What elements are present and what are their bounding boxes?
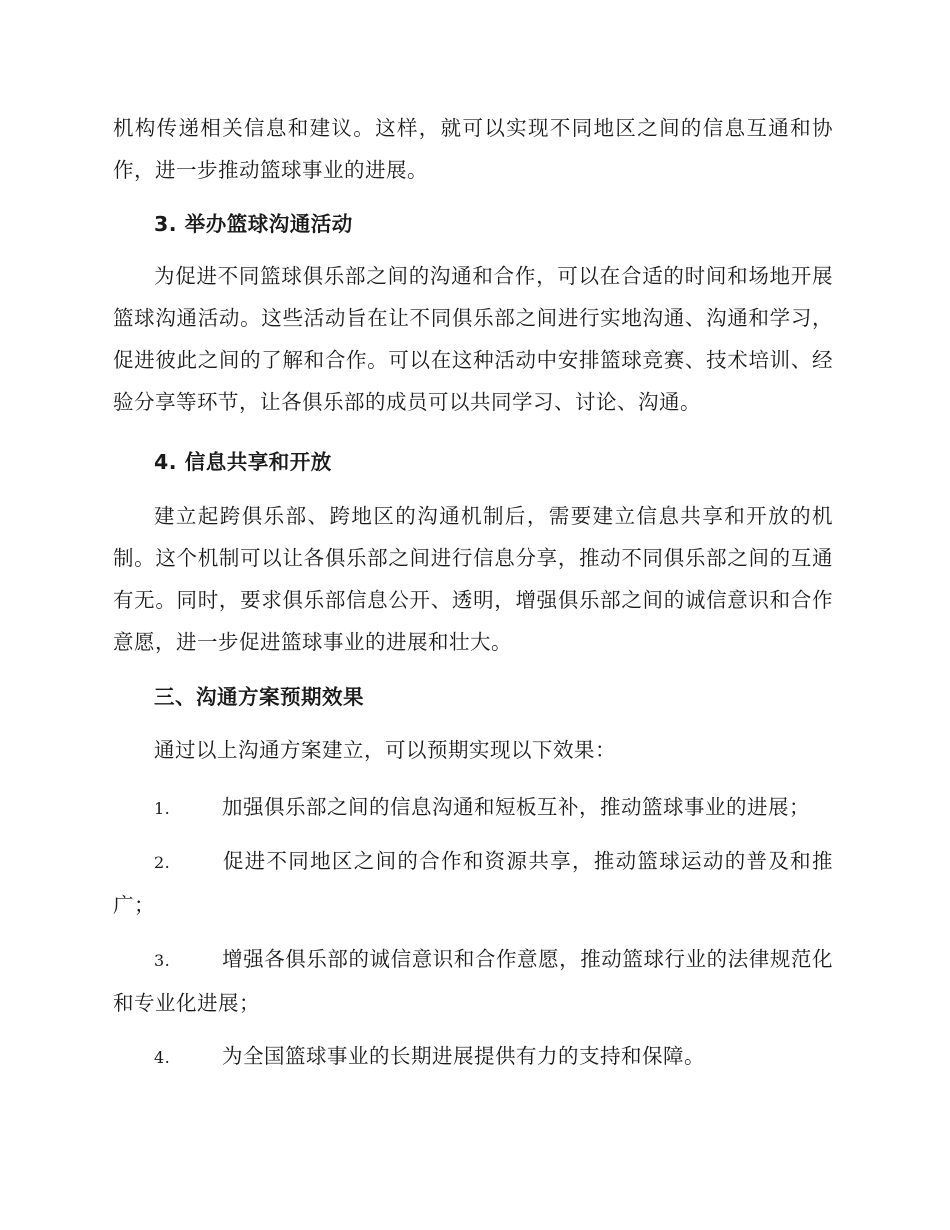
list-item-text: 为全国篮球事业的长期进展提供有力的支持和保障。 — [222, 1044, 705, 1068]
paragraph-basketball-exchange: 为促进不同篮球俱乐部之间的沟通和合作，可以在合适的时间和场地开展篮球沟通活动。这些活动旨在让不同俱乐部之间进行实地沟通、沟通和学习，促进彼此之间的了解和合作。可以在这种活动中安排篮球竞赛、技术培训、经验分享等环节，让各俱乐部的成员可以共同学习、讨论、沟通。 — [113, 264, 833, 414]
list-item — [113, 1035, 833, 1079]
heading-4-info-sharing: 4. 信息共享和开放 — [154, 450, 332, 474]
heading-expected-effects: 三、沟通方案预期效果 — [154, 685, 364, 709]
list-item-number: 4. — [154, 1048, 171, 1067]
list-item — [113, 938, 833, 1024]
list-item — [113, 840, 833, 926]
list-item — [113, 786, 833, 830]
paragraph-intro-continuation: 机构传递相关信息和建议。这样，就可以实现不同地区之间的信息互通和协作，进一步推动篮球事业的进展。 — [113, 116, 833, 182]
list-item-number: 2. — [154, 853, 171, 872]
heading-3-basketball-exchange: 3. 举办篮球沟通活动 — [154, 212, 353, 236]
list-item-text: 促进不同地区之间的合作和资源共享，推动篮球运动的普及和推广； — [113, 849, 833, 917]
list-item-number: 3. — [154, 951, 171, 970]
paragraph-info-sharing: 建立起跨俱乐部、跨地区的沟通机制后，需要建立信息共享和开放的机制。这个机制可以让各俱乐部之间进行信息分享，推动不同俱乐部之间的互通有无。同时，要求俱乐部信息公开、透明，增强俱乐部之间的诚信意识和合作意愿，进一步促进篮球事业的进展和壮大。 — [113, 504, 833, 654]
list-item-text: 加强俱乐部之间的信息沟通和短板互补，推动篮球事业的进展； — [222, 795, 810, 819]
paragraph-effects-intro: 通过以上沟通方案建立，可以预期实现以下效果： — [154, 738, 616, 762]
list-item-text: 增强各俱乐部的诚信意识和合作意愿，推动篮球行业的法律规范化和专业化进展； — [113, 947, 833, 1015]
list-item-number: 1. — [154, 799, 171, 818]
